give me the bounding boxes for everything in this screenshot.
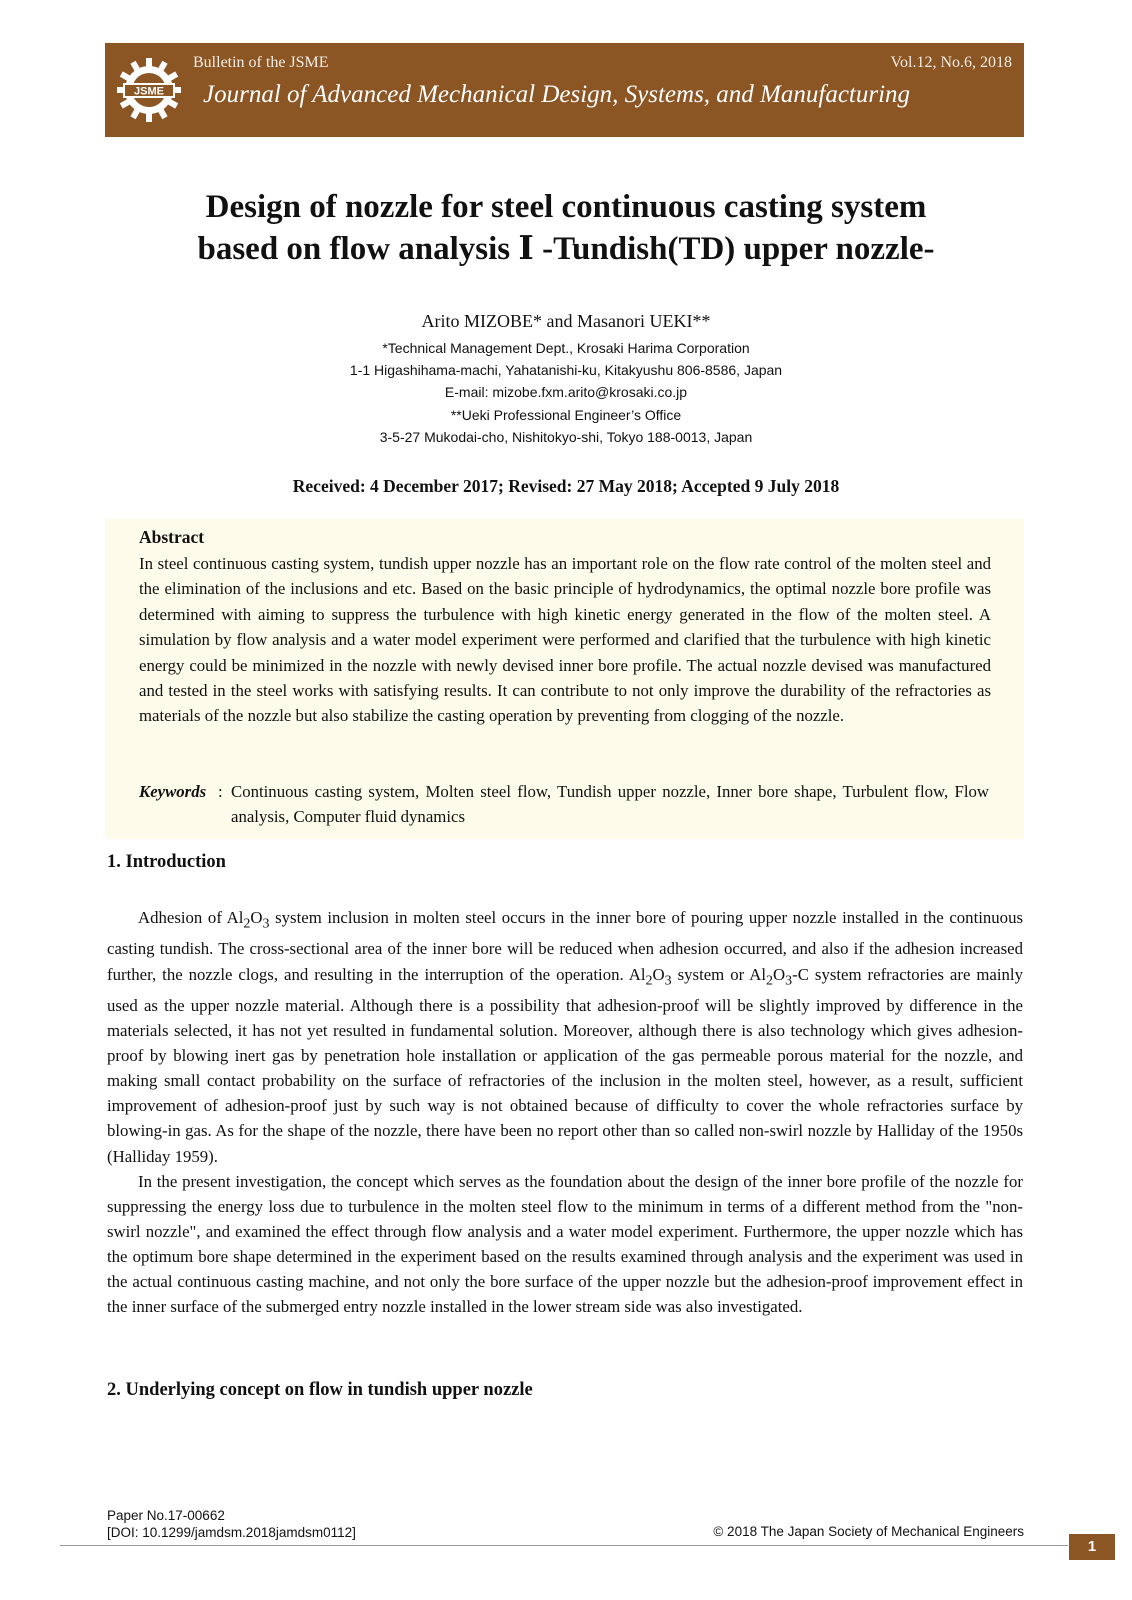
affiliations	[0, 337, 1132, 448]
affiliation-line: **Ueki Professional Engineer’s Office	[450, 406, 682, 423]
submission-dates: Received: 4 December 2017; Revised: 27 May 2018; Accepted 9 July 2018	[292, 476, 840, 496]
affiliation-line: *Technical Management Dept., Krosaki Harima Corporation	[382, 340, 750, 356]
footer-divider	[60, 1545, 1068, 1546]
abstract-heading: Abstract	[139, 527, 205, 547]
paper-title	[0, 186, 1132, 270]
email-line: E-mail: mizobe.fxm.arito@krosaki.co.jp	[444, 384, 688, 401]
footer-paper-info	[107, 1507, 356, 1541]
keywords-text: Continuous casting system, Molten steel flow, Tundish upper nozzle, Inner bore shape, Turbulent flow, Flow analysis, Computer fluid dynamics	[231, 782, 989, 827]
abstract-text: In steel continuous casting system, tundish upper nozzle has an important role on the flow rate control of the molten steel and the elimination of the inclusions and etc. Based on the basic principle of hydrodynamics, the optimal nozzle bore profile was determined with aiming to suppress the turbulence with high kinetic energy generated in the flow of the molten steel. A simulation by flow analysis and a water model experiment were performed and clarified that the turbulence with high kinetic energy could be minimized in the nozzle with newly devised inner bore profile. The actual nozzle devised was manufactured and tested in the steel works with satisfying results. It can contribute to not only improve the durability of the refractories as materials of the nozzle but also stabilize the casting operation by preventing from clogging of the nozzle.	[139, 554, 991, 726]
affiliation-line: 1-1 Higashihama-machi, Yahatanishi-ku, Kitakyushu 806-8586, Japan	[349, 362, 783, 379]
volume-number: Vol.12, No.6, 2018	[890, 54, 1012, 71]
affiliation-line: 3-5-27 Mukodai-cho, Nishitokyo-shi, Tokyo 188-0013, Japan	[379, 428, 753, 445]
authors: Arito MIZOBE* and Masanori UEKI**	[421, 311, 711, 331]
page-number: 1	[1069, 1534, 1115, 1560]
title-line: Design of nozzle for steel continuous casting system	[205, 189, 927, 225]
introduction-body	[107, 905, 1023, 1319]
copyright: © 2018 The Japan Society of Mechanical Engineers	[713, 1524, 1024, 1539]
abstract-box	[105, 519, 1024, 839]
paper-number: Paper No.17-00662	[107, 1508, 225, 1523]
svg-text:JSME: JSME	[134, 85, 164, 98]
paragraph: Adhesion of $Al_2O_3$ system inclusion in molten steel occurs in the inner bore of pouring upper nozzle installed in the continuous casting tundish. The cross-sectional area of the inner bore will be reduced when adhesion occurred, and also if the adhesion increased further, the nozzle clogs, and resulting in the interruption of the operation. $Al_2O_3$ system or $Al_2O_3-C$ system refractories are mainly used as the upper nozzle material. Although there is a possibility that adhesion-proof will be slightly improved by difference in the materials selected, it has not yet resulted in fundamental solution. Moreover, although there is also technology which gives adhesion-proof by blowing inert gas by penetration hole installation or application of the gas permeable porous material for the nozzle, and making small contact probability on the surface of refractories of the inclusion in the molten steel, however, as a result, sufficient improvement of adhesion-proof just by such way is not obtained because of difficulty to cover the whole refractories surface by blowing-in gas. As for the shape of the nozzle, there have been no report other than so called non-swirl nozzle by Halliday of the 1950s (Halliday 1959).	[107, 908, 1023, 1166]
keywords-colon: :	[218, 782, 223, 801]
bulletin-name: Bulletin of the JSME	[193, 54, 329, 71]
journal-title: Journal of Advanced Mechanical Design, Systems, and Manufacturing	[203, 81, 911, 108]
journal-banner	[105, 43, 1024, 137]
doi: [DOI: 10.1299/jamdsm.2018jamdsm0112]	[107, 1525, 356, 1540]
title-line: based on flow analysis Ⅰ -Tundish(TD) upper nozzle-	[197, 231, 935, 267]
paragraph: In the present investigation, the concept which serves as the foundation about the design of the inner bore profile of the nozzle for suppressing the energy loss due to turbulence in the molten steel flow to the minimum in terms of a different method from the "non-swirl nozzle", and examined the effect through flow analysis and a water model experiment. Furthermore, the upper nozzle which has the optimum bore shape determined in the experiment based on the results examined through analysis and the experiment was used in the actual continuous casting machine, and not only the bore surface of the upper nozzle but the adhesion-proof improvement effect in the inner surface of the submerged entry nozzle installed in the lower stream side was also investigated.	[107, 1171, 1023, 1317]
section-heading-introduction: 1. Introduction	[107, 852, 226, 872]
jsme-logo-icon	[115, 56, 183, 124]
section-heading-underlying-concept: 2. Underlying concept on flow in tundish upper nozzle	[107, 1380, 533, 1400]
keywords-label: Keywords	[139, 782, 207, 801]
